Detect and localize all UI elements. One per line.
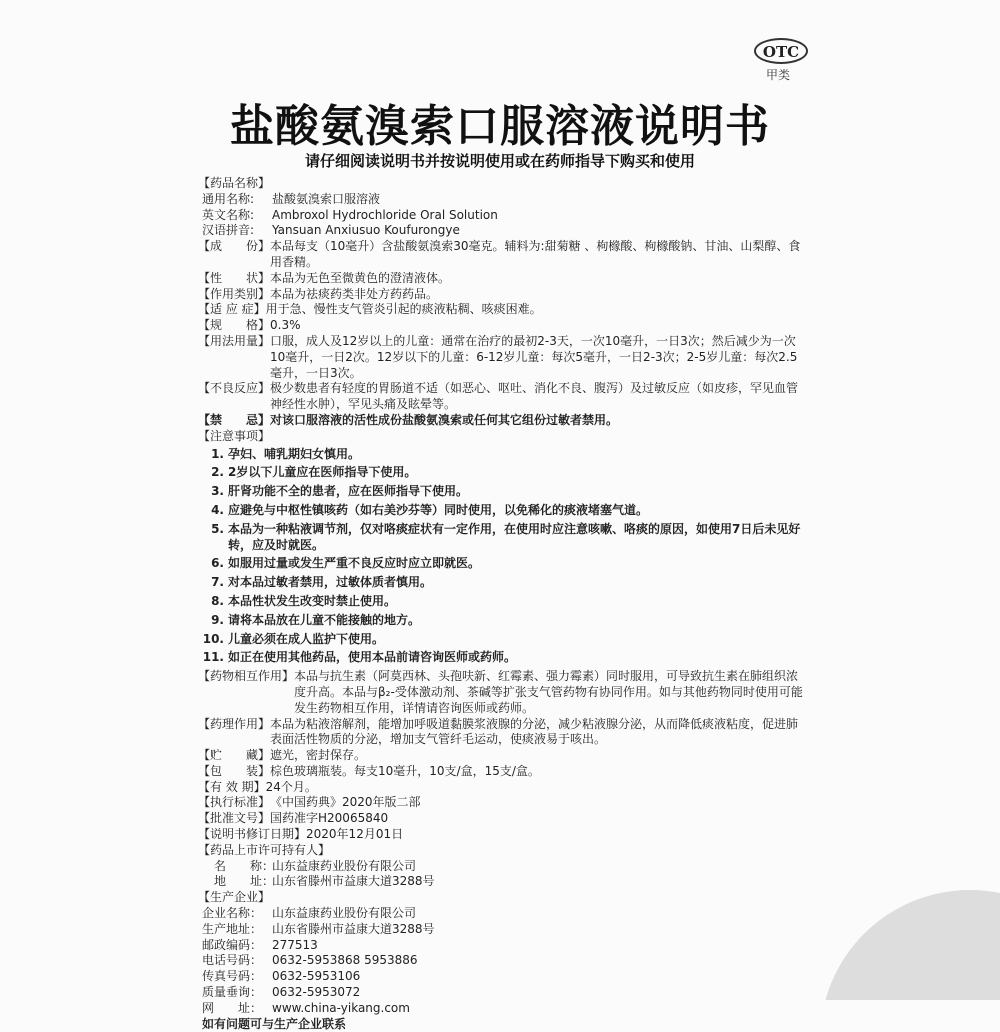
info-row [202, 192, 808, 208]
note-item [202, 503, 808, 519]
note-item [202, 447, 808, 463]
section-header-holder: 【药品上市许可持有人】 [198, 842, 331, 857]
info-row [202, 874, 808, 890]
info-row [198, 780, 808, 796]
row-value: 极少数患者有轻度的胃肠道不适（如恶心、呕吐、消化不良、腹泻）及过敏反应（如皮疹，罕见血管神经性水肿），罕见头痛及眩晕等。 [270, 381, 799, 412]
maker-block [198, 906, 808, 1017]
sections-b [198, 669, 808, 843]
row-value: 棕色玻璃瓶装。每支10毫升，10支/盒，15支/盒。 [270, 763, 540, 778]
row-label: 【性 状】 [198, 270, 271, 285]
row-label: 【贮 藏】 [198, 748, 271, 763]
note-text: 本品为一种粘液调节剂，仅对咯痰症状有一定作用，在使用时应注意咳嗽、咯痰的原因，如使用7日后未见好转，应及时就医。 [228, 521, 801, 552]
row-value: www.china-yikang.com [272, 1000, 410, 1015]
info-row [198, 669, 808, 716]
row-value: 本品为无色至微黄色的澄清液体。 [270, 270, 451, 285]
note-number: 9. [211, 612, 224, 627]
row-label: 【说明书修订日期】 [198, 827, 307, 842]
info-row [198, 318, 808, 334]
info-row [198, 381, 808, 413]
note-item [202, 556, 808, 572]
note-text: 儿童必须在成人监护下使用。 [228, 631, 385, 646]
row-label: 【执行标准】 [198, 795, 271, 810]
row-value: 国药准字H20065840 [270, 811, 389, 826]
info-row [198, 334, 808, 381]
note-text: 孕妇、哺乳期妇女慎用。 [228, 446, 361, 461]
info-row [198, 271, 808, 287]
row-value: 本品与抗生素（阿莫西林、头孢呋新、红霉素、强力霉素）同时服用，可导致抗生素在肺组织浓度升高。本品与β₂-受体激动剂、茶碱等扩张支气管药物有协同作用。如与其他药物同时使用可能发生药物相互作用，详情请咨询医师或药师。 [294, 669, 803, 715]
row-value: 山东益康药业股份有限公司 [272, 906, 417, 921]
row-value: 2020年12月01日 [306, 827, 404, 842]
row-label: 网 址： [202, 1000, 263, 1015]
row-label: 质量垂询： [202, 985, 263, 1000]
note-number: 4. [211, 502, 224, 517]
row-label: 【药物相互作用】 [198, 669, 295, 684]
note-text: 请将本品放在儿童不能接触的地方。 [228, 612, 421, 627]
note-text: 如正在使用其他药品，使用本品前请咨询医师或药师。 [228, 650, 517, 665]
section-label: 【禁 忌】 [198, 412, 271, 427]
info-row [202, 953, 808, 969]
info-row [198, 717, 808, 749]
row-value: 0632-5953868 5953886 [272, 953, 418, 968]
row-label: 【有 效 期】 [198, 779, 266, 794]
row-label: 传真号码： [202, 969, 263, 984]
note-number: 11. [202, 650, 224, 665]
section-value: 对该口服溶液的活性成份盐酸氨溴索或任何其它组份过敏者禁用。 [270, 412, 619, 427]
row-value: 山东省滕州市益康大道3288号 [272, 874, 435, 889]
row-label: 电话号码： [202, 953, 263, 968]
row-label: 通用名称: [202, 191, 255, 206]
section-contraindications [198, 413, 808, 429]
row-value: 本品为祛痰药类非处方药药品。 [270, 286, 439, 301]
row-value: 《中国药典》2020年版二部 [270, 795, 421, 810]
section-header-maker: 【生产企业】 [198, 890, 271, 905]
info-row [202, 1001, 808, 1017]
info-row [198, 811, 808, 827]
info-row [198, 287, 808, 303]
info-row [202, 922, 808, 938]
note-number: 10. [202, 631, 224, 646]
row-value: 用于急、慢性支气管炎引起的痰液粘稠、咳痰困难。 [265, 302, 542, 317]
note-item [202, 484, 808, 500]
note-item [202, 650, 808, 666]
note-text: 如服用过量或发生严重不良反应时应立即就医。 [228, 556, 481, 571]
info-row [198, 827, 808, 843]
row-label: 【作用类别】 [198, 286, 271, 301]
row-label: 名 称： [202, 858, 275, 873]
info-row [202, 969, 808, 985]
row-label: 生产地址： [202, 921, 263, 936]
row-label: 【批准文号】 [198, 811, 271, 826]
info-row [202, 208, 808, 224]
note-number: 3. [211, 484, 224, 499]
row-label: 汉语拼音: [202, 223, 255, 238]
row-label: 【用法用量】 [198, 333, 271, 348]
info-row [198, 764, 808, 780]
holder-block [198, 859, 808, 891]
note-number: 1. [211, 446, 224, 461]
note-item [202, 575, 808, 591]
row-label: 英文名称: [202, 207, 255, 222]
otc-mark: OTC [754, 38, 808, 64]
info-row [198, 239, 808, 271]
info-row [198, 748, 808, 764]
note-text: 对本品过敏者禁用，过敏体质者慎用。 [228, 575, 433, 590]
row-label: 【包 装】 [198, 763, 271, 778]
note-number: 5. [211, 521, 224, 536]
note-item [202, 632, 808, 648]
info-row [202, 985, 808, 1001]
note-text: 2岁以下儿童应在医师指导下使用。 [228, 465, 417, 480]
leaflet-body [198, 176, 808, 1032]
note-text: 应避免与中枢性镇咳药（如右美沙芬等）同时使用，以免稀化的痰液堵塞气道。 [228, 502, 649, 517]
document-subtitle: 请仔细阅读说明书并按说明使用或在药师指导下购买和使用 [304, 152, 695, 170]
row-label: 【规 格】 [198, 318, 271, 333]
info-row [198, 795, 808, 811]
row-value: 山东益康药业股份有限公司 [272, 858, 417, 873]
row-value: 盐酸氨溴索口服溶液 [272, 191, 381, 206]
sections-a [198, 239, 808, 413]
row-label: 【药理作用】 [198, 716, 271, 731]
row-value: 0632-5953106 [272, 969, 361, 984]
note-item [202, 465, 808, 481]
row-label: 地 址： [202, 874, 275, 889]
row-value: 本品每支（10毫升）含盐酸氨溴索30毫克。辅料为:甜菊糖 、枸橼酸、枸橼酸钠、甘油、山梨醇、食用香精。 [270, 239, 801, 269]
section-header-notes: 【注意事项】 [198, 428, 271, 443]
row-value: Ambroxol Hydrochloride Oral Solution [272, 207, 498, 222]
document-title: 盐酸氨溴索口服溶液说明书 [230, 101, 770, 152]
note-item [202, 613, 808, 629]
info-row [202, 938, 808, 954]
note-number: 8. [211, 593, 224, 608]
note-text: 肝肾功能不全的患者，应在医师指导下使用。 [228, 484, 469, 499]
page-corner-shadow [810, 890, 1000, 1000]
note-number: 2. [211, 465, 224, 480]
row-value: 0632-5953072 [272, 985, 361, 1000]
notes-list [198, 447, 808, 667]
note-item [202, 594, 808, 610]
info-row [202, 859, 808, 875]
row-label: 【成 份】 [198, 239, 271, 254]
row-value: 0.3% [270, 318, 301, 333]
row-value: 口服，成人及12岁以上的儿童：通常在治疗的最初2-3天，一次10毫升，一日3次；然后减少为一次10毫升，一日2次。12岁以下的儿童：6-12岁儿童：每次5毫升，一日2-3次；2-5岁儿童：每次2.5毫升，一日3次。 [270, 333, 798, 380]
row-label: 邮政编码： [202, 937, 263, 952]
row-label: 【不良反应】 [198, 381, 271, 396]
info-row [198, 302, 808, 318]
row-value: 山东省滕州市益康大道3288号 [272, 921, 435, 936]
otc-class: 甲类 [766, 68, 791, 82]
section-header-drug-name: 【药品名称】 [198, 176, 271, 190]
row-label: 企业名称： [202, 906, 263, 921]
note-number: 7. [211, 575, 224, 590]
drug-name-block [198, 192, 808, 239]
info-row [202, 906, 808, 922]
row-value: Yansuan Anxiusuo Koufurongye [272, 223, 460, 238]
note-number: 6. [211, 556, 224, 571]
row-value: 277513 [272, 937, 318, 952]
footer-note: 如有问题可与生产企业联系 [202, 1016, 347, 1031]
row-value: 24个月。 [265, 779, 317, 794]
note-text: 本品性状发生改变时禁止使用。 [228, 593, 397, 608]
info-row [202, 223, 808, 239]
note-item [202, 522, 808, 554]
row-label: 【适 应 症】 [198, 302, 266, 317]
row-value: 本品为粘液溶解剂，能增加呼吸道黏膜浆液腺的分泌，减少粘液腺分泌，从而降低痰液粘度，促进肺表面活性物质的分泌，增加支气管纤毛运动，使痰液易于咳出。 [270, 716, 799, 747]
row-value: 遮光，密封保存。 [270, 748, 367, 763]
